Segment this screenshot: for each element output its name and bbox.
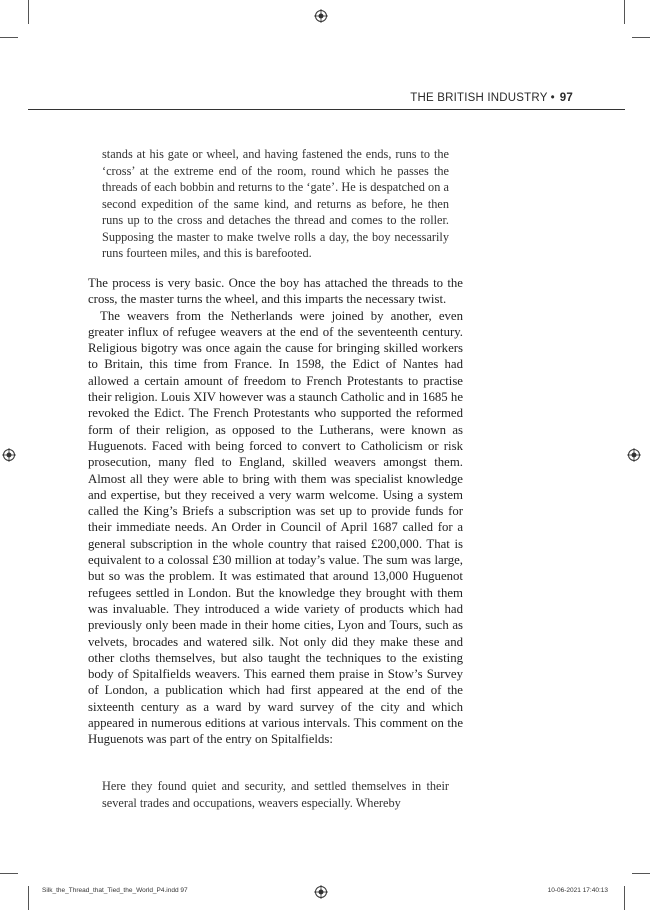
crop-mark-icon xyxy=(0,37,18,38)
crop-mark-icon xyxy=(632,873,650,874)
block-quote-text: stands at his gate or wheel, and having fastened the ends, runs to the ‘cross’ at the extreme end of the room, round which he passes the threads of each bobbin and returns to the ‘gate’. He is despatched on a second expedition of the same kind, and returns as before, he then runs up to the cross and detaches the thread and comes to the roller. Supposing the master to make twelve rolls a day, the boy necessarily runs fourteen miles, and this is barefooted. xyxy=(102,147,449,260)
slug-timestamp: 10-06-2021 17:40:13 xyxy=(547,887,608,894)
crop-mark-icon xyxy=(624,886,625,910)
crop-mark-icon xyxy=(28,0,29,24)
block-quote-text: Here they found quiet and security, and settled themselves in their several trades and occupations, weavers especially. Whereby xyxy=(102,779,449,810)
header-rule xyxy=(28,109,625,110)
crop-mark-icon xyxy=(632,37,650,38)
slug-file-info: Silk_the_Thread_that_Tied_the_World_P4.indd 97 xyxy=(42,887,188,894)
crop-mark-icon xyxy=(0,873,18,874)
registration-mark-icon xyxy=(2,448,16,462)
running-header xyxy=(88,92,573,104)
body-text xyxy=(88,275,463,748)
registration-mark-icon xyxy=(314,885,328,899)
crop-mark-icon xyxy=(28,886,29,910)
page-number: 97 xyxy=(559,92,573,104)
registration-mark-icon xyxy=(314,9,328,23)
registration-mark-icon xyxy=(627,448,641,462)
header-separator: • xyxy=(550,92,555,104)
block-quote-bottom xyxy=(102,778,449,811)
paragraph: The process is very basic. Once the boy has attached the threads to the cross, the master turns the wheel, and this imparts the necessary twist. xyxy=(88,276,463,307)
running-title: THE BRITISH INDUSTRY xyxy=(410,92,548,104)
paragraph: The weavers from the Netherlands were joined by another, even greater influx of refugee weavers at the end of the seventeenth century. Religious bigotry was once again the cause for bringing skilled workers to Britain, this time from France. In 1598, the Edict of Nantes had allowed a certain amount of freedom to French Protestants to practise their religion. Louis XIV however was a staunch Catholic and in 1685 he revoked the Edict. The French Protestants who supported the reformed form of their religion, as opposed to the Lutherans, were known as Huguenots. Faced with being forced to convert to Catholicism or risk prosecution, many fled to England, skilled weavers amongst them. Almost all they were able to bring with them was specialist knowledge and expertise, but they received a very warm welcome. Using a system called the King’s Briefs a subscription was set up to provide funds for their immediate needs. An Order in Council of April 1687 called for a general subscription in the whole country that raised £200,000. That is equivalent to a colossal £30 million at today’s value. The sum was large, but so was the problem. It was estimated that around 13,000 Huguenot refugees settled in London. But the knowledge they brought with them was invaluable. They introduced a wide variety of products which had previously only been made in their home cities, Lyon and Tours, such as velvets, brocades and watered silk. Not only did they make these and other cloths themselves, but also taught the techniques to the existing body of Spitalfields weavers. This earned them praise in Stow’s Survey of London, a publication which had first appeared at the end of the sixteenth century as a ward by ward survey of the city and which appeared in numerous editions at various intervals. This comment on the Huguenots was part of the entry on Spitalfields: xyxy=(88,308,463,747)
block-quote-top xyxy=(102,146,449,262)
crop-mark-icon xyxy=(624,0,625,24)
